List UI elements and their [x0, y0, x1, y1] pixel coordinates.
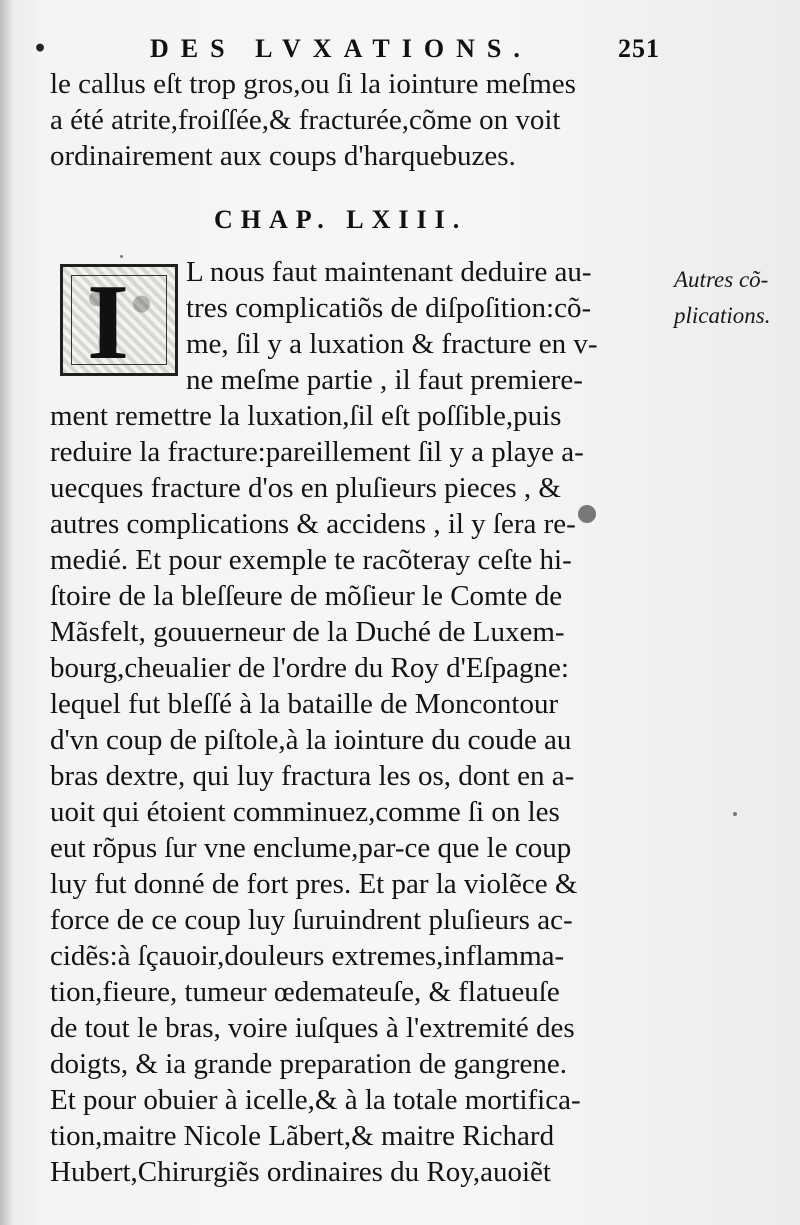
text-line: tion,fieure, tumeur œdemateuſe, & flatueuſe: [50, 976, 560, 1008]
dust-speck: [120, 255, 123, 258]
text-line: Hubert,Chirurgiẽs ordinaires du Roy,auoiẽt: [50, 1156, 551, 1188]
text-line: le callus eſt trop gros,ou ſi la iointure meſmes: [50, 68, 576, 100]
text-line: Et pour obuier à icelle,& à la totale mortifica-: [50, 1084, 581, 1116]
text-line: doigts, & ia grande preparation de gangrene.: [50, 1048, 567, 1080]
text-line: tres complicatiõs de diſpoſition:cõ-: [186, 292, 592, 324]
text-line: d'vn coup de piſtole,à la iointure du coude au: [50, 724, 572, 756]
text-line: L nous faut maintenant deduire au-: [186, 256, 592, 288]
dust-speck: [733, 812, 737, 816]
initial-letter: I: [87, 263, 130, 382]
text-line: cidẽs:à ſçauoir,douleurs extremes,inflamma-: [50, 940, 565, 972]
margin-note: [674, 262, 794, 334]
ink-blot: [578, 505, 596, 523]
margin-note-line: Autres cõ-: [674, 267, 769, 292]
text-line: force de ce coup luy ſuruindrent pluſieurs ac-: [50, 904, 573, 936]
margin-note-line: plications.: [674, 303, 771, 328]
text-line: de tout le bras, voire iuſques à l'extremité des: [50, 1012, 575, 1044]
text-line: bourg,cheualier de l'ordre du Roy d'Eſpagne:: [50, 652, 569, 684]
text-line: medié. Et pour exemple te racõteray ceſte hi-: [50, 544, 572, 576]
text-line: me, ſil y a luxation & fracture en v-: [186, 328, 598, 360]
text-line: a été atrite,froiſſée,& fracturée,cõme on voit: [50, 104, 561, 136]
page-number: 251: [618, 34, 660, 63]
text-line: ment remettre la luxation,ſil eſt poſſible,puis: [50, 400, 562, 432]
text-line: autres complications & accidens , il y ſera re-: [50, 508, 576, 540]
opening-text-block: [50, 66, 670, 174]
main-paragraph: [50, 398, 670, 1190]
running-title: DES LVXATIONS.: [150, 34, 532, 63]
text-line: uoit qui étoient comminuez,comme ſi on les: [50, 796, 560, 828]
text-line: ſtoire de la bleſſeure de mõſieur le Comte de: [50, 580, 563, 612]
ink-dot: •: [33, 36, 48, 62]
text-line: Mãsfelt, gouuerneur de la Duché de Luxem-: [50, 616, 565, 648]
text-line: uecques fracture d'os en pluſieurs pieces , &: [50, 472, 561, 504]
chapter-title: CHAP. LXIII.: [214, 205, 468, 234]
text-line: eut rõpus ſur vne enclume,par-ce que le coup: [50, 832, 572, 864]
text-line: bras dextre, qui luy fractura les os, dont en a-: [50, 760, 575, 792]
decorated-initial: [60, 263, 178, 382]
page-edge-shadow: [0, 0, 12, 1225]
dropcap-paragraph-lines: [186, 254, 662, 398]
text-line: tion,maitre Nicole Lãbert,& maitre Richard: [50, 1120, 555, 1152]
text-line: reduire la fracture:pareillement ſil y a playe a-: [50, 436, 584, 468]
text-line: lequel fut bleſſé à la bataille de Moncontour: [50, 688, 559, 720]
page-header: [140, 34, 660, 66]
text-line: ordinairement aux coups d'harquebuzes.: [50, 140, 516, 172]
text-line: luy fut donné de fort pres. Et par la violẽce &: [50, 868, 578, 900]
text-line: ne meſme partie , il faut premiere-: [186, 364, 583, 396]
